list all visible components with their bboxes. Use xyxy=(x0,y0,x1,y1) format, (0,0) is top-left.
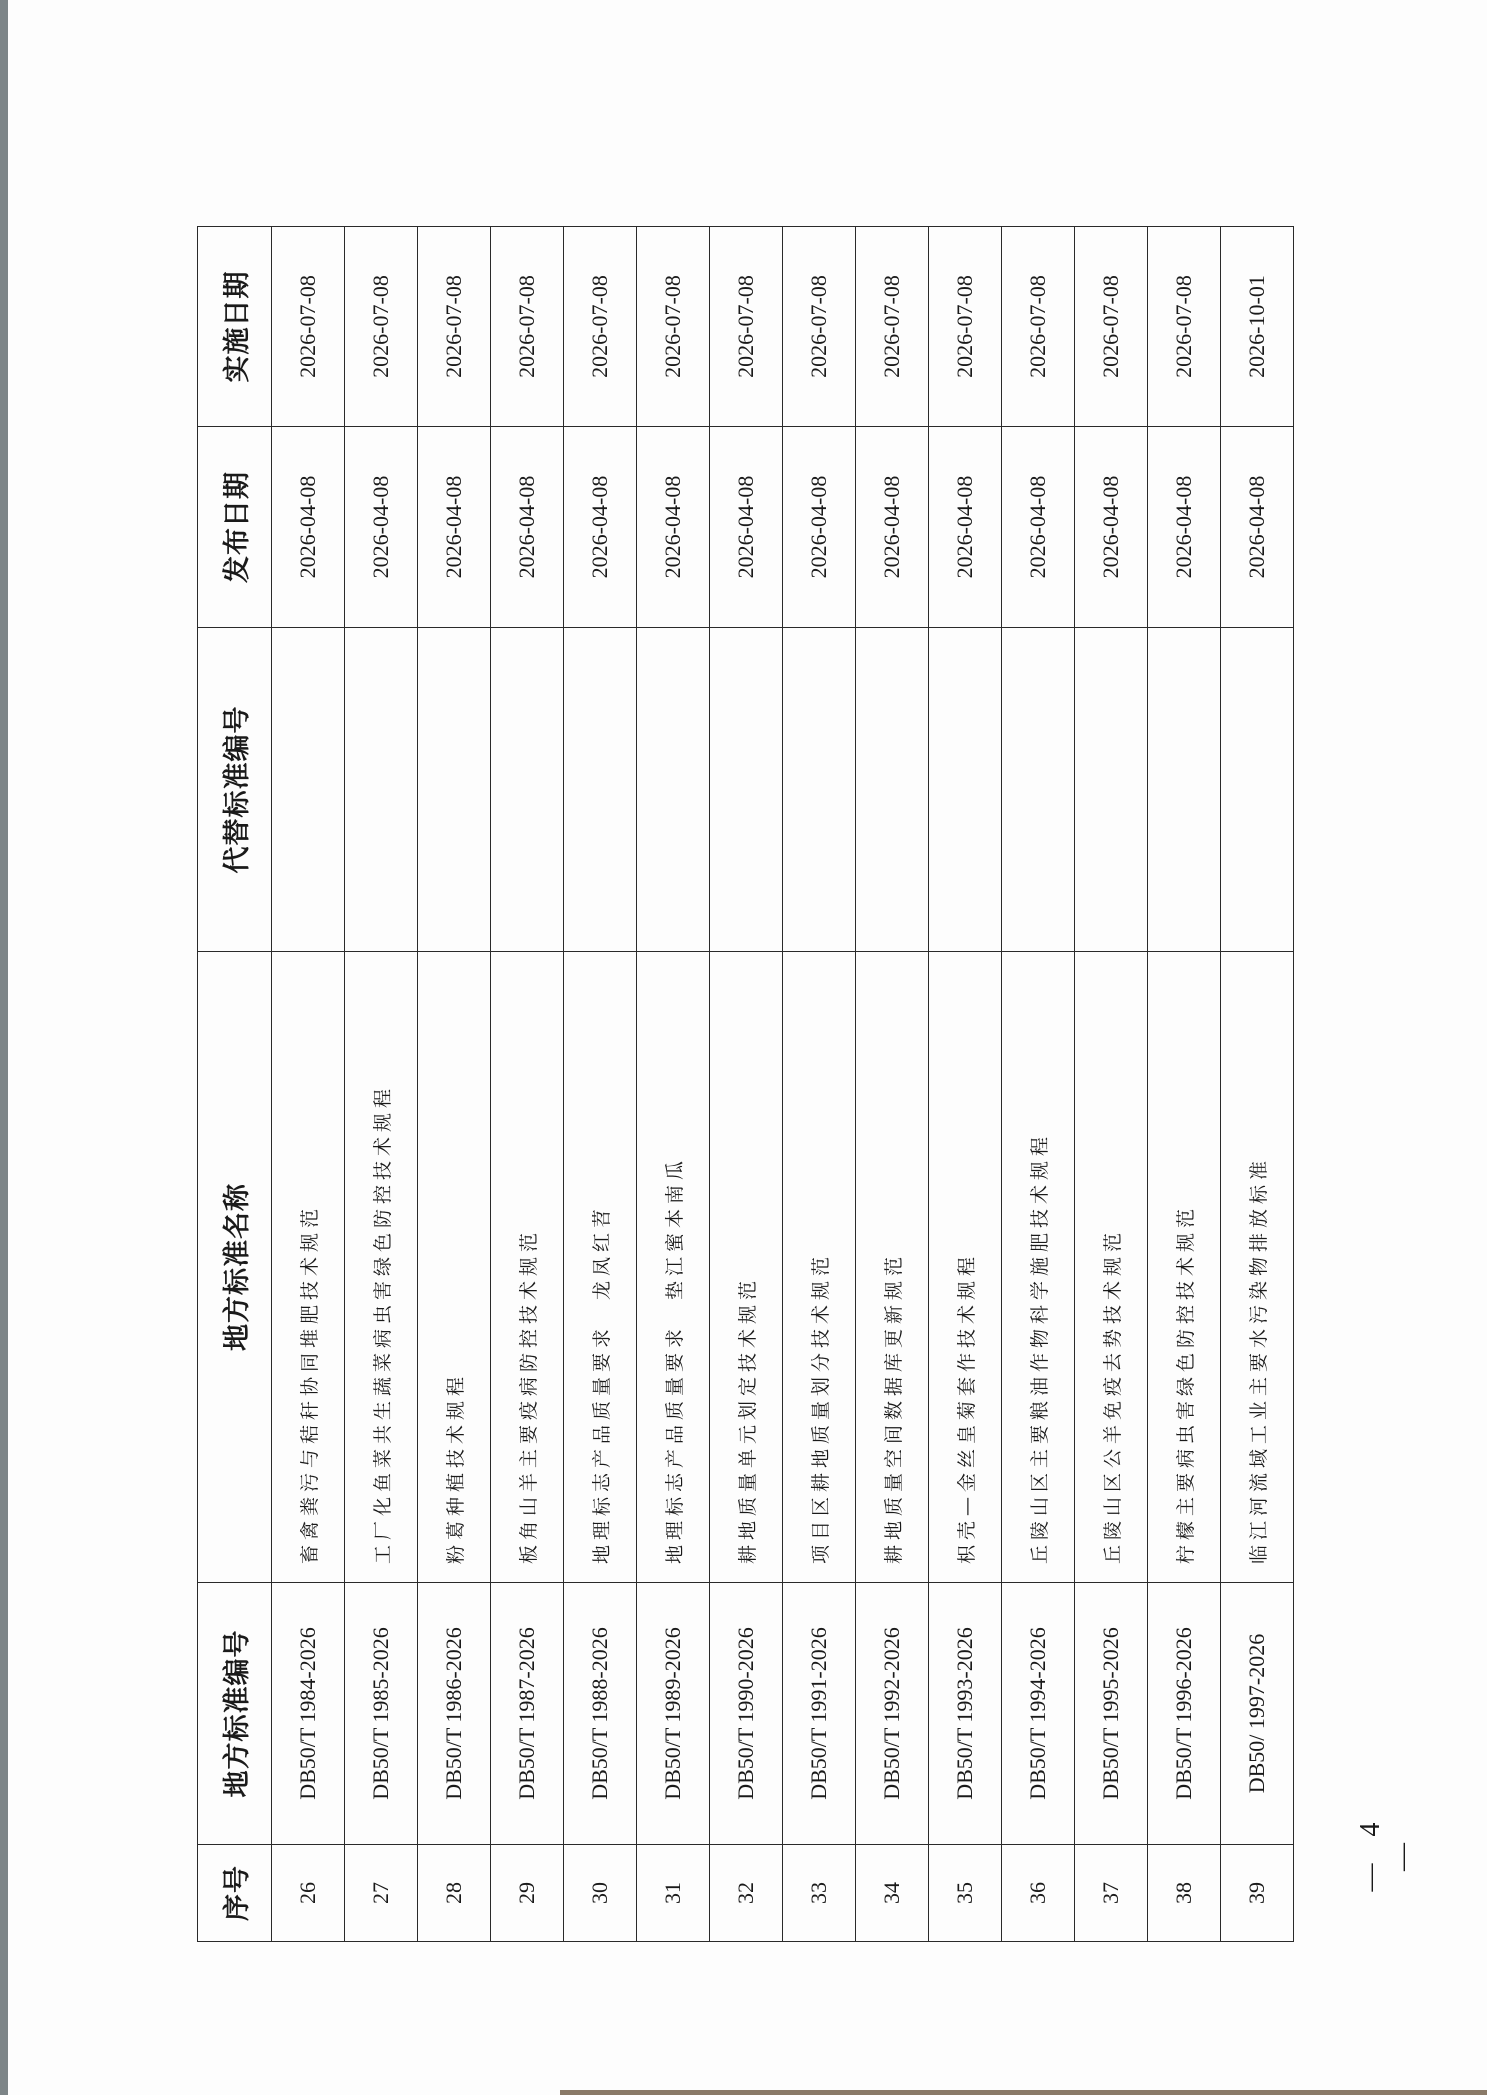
cell-standard-code: DB50/T 1986-2026 xyxy=(418,1583,491,1845)
cell-standard-name: 丘陵山区公羊免疫去势技术规范 xyxy=(1075,952,1148,1583)
header-replaced-code: 代替标准编号 xyxy=(198,628,272,952)
cell-standard-code: DB50/T 1994-2026 xyxy=(1002,1583,1075,1845)
header-standard-name: 地方标准名称 xyxy=(198,952,272,1583)
scan-edge xyxy=(0,0,8,2095)
cell-standard-name: 耕地质量单元划定技术规范 xyxy=(710,952,783,1583)
table-row xyxy=(637,227,710,1942)
header-publish-date: 发布日期 xyxy=(198,427,272,628)
cell-publish-date: 2026-04-08 xyxy=(564,427,637,628)
cell-publish-date: 2026-04-08 xyxy=(418,427,491,628)
cell-standard-code: DB50/T 1990-2026 xyxy=(710,1583,783,1845)
cell-serial: 38 xyxy=(1148,1845,1221,1942)
cell-replaced-code xyxy=(1002,628,1075,952)
header-standard-code: 地方标准编号 xyxy=(198,1583,272,1845)
page-number: — 4 — xyxy=(1355,1812,1418,1892)
cell-standard-name: 丘陵山区主要粮油作物科学施肥技术规程 xyxy=(1002,952,1075,1583)
standards-table xyxy=(197,226,1294,1942)
cell-replaced-code xyxy=(783,628,856,952)
cell-standard-name: 项目区耕地质量划分技术规范 xyxy=(783,952,856,1583)
cell-replaced-code xyxy=(929,628,1002,952)
cell-standard-name: 工厂化鱼菜共生蔬菜病虫害绿色防控技术规程 xyxy=(345,952,418,1583)
cell-replaced-code xyxy=(564,628,637,952)
cell-serial: 30 xyxy=(564,1845,637,1942)
standards-table-rotated xyxy=(197,227,1282,1942)
table-row xyxy=(418,227,491,1942)
cell-effective-date: 2026-07-08 xyxy=(929,227,1002,427)
cell-replaced-code xyxy=(1148,628,1221,952)
cell-effective-date: 2026-07-08 xyxy=(272,227,345,427)
cell-standard-code: DB50/T 1984-2026 xyxy=(272,1583,345,1845)
table-row xyxy=(1075,227,1148,1942)
cell-effective-date: 2026-07-08 xyxy=(345,227,418,427)
cell-serial: 36 xyxy=(1002,1845,1075,1942)
cell-effective-date: 2026-07-08 xyxy=(418,227,491,427)
table-row xyxy=(929,227,1002,1942)
cell-publish-date: 2026-04-08 xyxy=(856,427,929,628)
header-serial: 序号 xyxy=(198,1845,272,1942)
cell-standard-name: 地理标志产品质量要求 垫江蜜本南瓜 xyxy=(637,952,710,1583)
table-row xyxy=(272,227,345,1942)
cell-standard-name: 耕地质量空间数据库更新规范 xyxy=(856,952,929,1583)
cell-standard-code: DB50/T 1991-2026 xyxy=(783,1583,856,1845)
cell-replaced-code xyxy=(856,628,929,952)
cell-replaced-code xyxy=(1075,628,1148,952)
cell-standard-name: 畜禽粪污与秸秆协同堆肥技术规范 xyxy=(272,952,345,1583)
table-row xyxy=(710,227,783,1942)
cell-standard-code: DB50/T 1987-2026 xyxy=(491,1583,564,1845)
header-effective-date: 实施日期 xyxy=(198,227,272,427)
cell-effective-date: 2026-07-08 xyxy=(564,227,637,427)
cell-standard-name: 枳壳—金丝皇菊套作技术规程 xyxy=(929,952,1002,1583)
cell-publish-date: 2026-04-08 xyxy=(929,427,1002,628)
cell-serial: 31 xyxy=(637,1845,710,1942)
cell-effective-date: 2026-07-08 xyxy=(1075,227,1148,427)
cell-publish-date: 2026-04-08 xyxy=(1148,427,1221,628)
cell-serial: 37 xyxy=(1075,1845,1148,1942)
cell-publish-date: 2026-04-08 xyxy=(783,427,856,628)
cell-publish-date: 2026-04-08 xyxy=(637,427,710,628)
cell-replaced-code xyxy=(345,628,418,952)
cell-serial: 26 xyxy=(272,1845,345,1942)
table-row xyxy=(856,227,929,1942)
cell-serial: 34 xyxy=(856,1845,929,1942)
cell-standard-code: DB50/T 1996-2026 xyxy=(1148,1583,1221,1845)
cell-replaced-code xyxy=(491,628,564,952)
cell-standard-name: 临江河流域工业主要水污染物排放标准 xyxy=(1221,952,1294,1583)
cell-standard-code: DB50/ 1997-2026 xyxy=(1221,1583,1294,1845)
cell-publish-date: 2026-04-08 xyxy=(1002,427,1075,628)
table-row xyxy=(1148,227,1221,1942)
cell-publish-date: 2026-04-08 xyxy=(1221,427,1294,628)
cell-effective-date: 2026-07-08 xyxy=(491,227,564,427)
table-row xyxy=(564,227,637,1942)
cell-serial: 39 xyxy=(1221,1845,1294,1942)
cell-standard-code: DB50/T 1988-2026 xyxy=(564,1583,637,1845)
cell-standard-name: 地理标志产品质量要求 龙凤红苕 xyxy=(564,952,637,1583)
cell-standard-name: 柠檬主要病虫害绿色防控技术规范 xyxy=(1148,952,1221,1583)
cell-standard-code: DB50/T 1989-2026 xyxy=(637,1583,710,1845)
cell-replaced-code xyxy=(1221,628,1294,952)
cell-effective-date: 2026-07-08 xyxy=(710,227,783,427)
scan-edge xyxy=(560,2090,1487,2095)
cell-effective-date: 2026-10-01 xyxy=(1221,227,1294,427)
cell-standard-code: DB50/T 1993-2026 xyxy=(929,1583,1002,1845)
cell-serial: 33 xyxy=(783,1845,856,1942)
cell-replaced-code xyxy=(418,628,491,952)
cell-effective-date: 2026-07-08 xyxy=(1002,227,1075,427)
cell-serial: 32 xyxy=(710,1845,783,1942)
cell-effective-date: 2026-07-08 xyxy=(856,227,929,427)
cell-serial: 28 xyxy=(418,1845,491,1942)
table-row xyxy=(491,227,564,1942)
table-row xyxy=(1221,227,1294,1942)
cell-effective-date: 2026-07-08 xyxy=(1148,227,1221,427)
cell-publish-date: 2026-04-08 xyxy=(710,427,783,628)
cell-replaced-code xyxy=(710,628,783,952)
table-header-row xyxy=(198,227,272,1942)
cell-standard-code: DB50/T 1985-2026 xyxy=(345,1583,418,1845)
cell-standard-name: 粉葛种植技术规程 xyxy=(418,952,491,1583)
cell-publish-date: 2026-04-08 xyxy=(1075,427,1148,628)
cell-effective-date: 2026-07-08 xyxy=(783,227,856,427)
cell-publish-date: 2026-04-08 xyxy=(272,427,345,628)
cell-publish-date: 2026-04-08 xyxy=(491,427,564,628)
cell-replaced-code xyxy=(637,628,710,952)
cell-standard-code: DB50/T 1995-2026 xyxy=(1075,1583,1148,1845)
cell-effective-date: 2026-07-08 xyxy=(637,227,710,427)
cell-standard-name: 板角山羊主要疫病防控技术规范 xyxy=(491,952,564,1583)
table-row xyxy=(345,227,418,1942)
table-row xyxy=(1002,227,1075,1942)
cell-serial: 35 xyxy=(929,1845,1002,1942)
cell-standard-code: DB50/T 1992-2026 xyxy=(856,1583,929,1845)
cell-replaced-code xyxy=(272,628,345,952)
cell-publish-date: 2026-04-08 xyxy=(345,427,418,628)
cell-serial: 27 xyxy=(345,1845,418,1942)
table-row xyxy=(783,227,856,1942)
cell-serial: 29 xyxy=(491,1845,564,1942)
table-body xyxy=(272,227,1294,1942)
